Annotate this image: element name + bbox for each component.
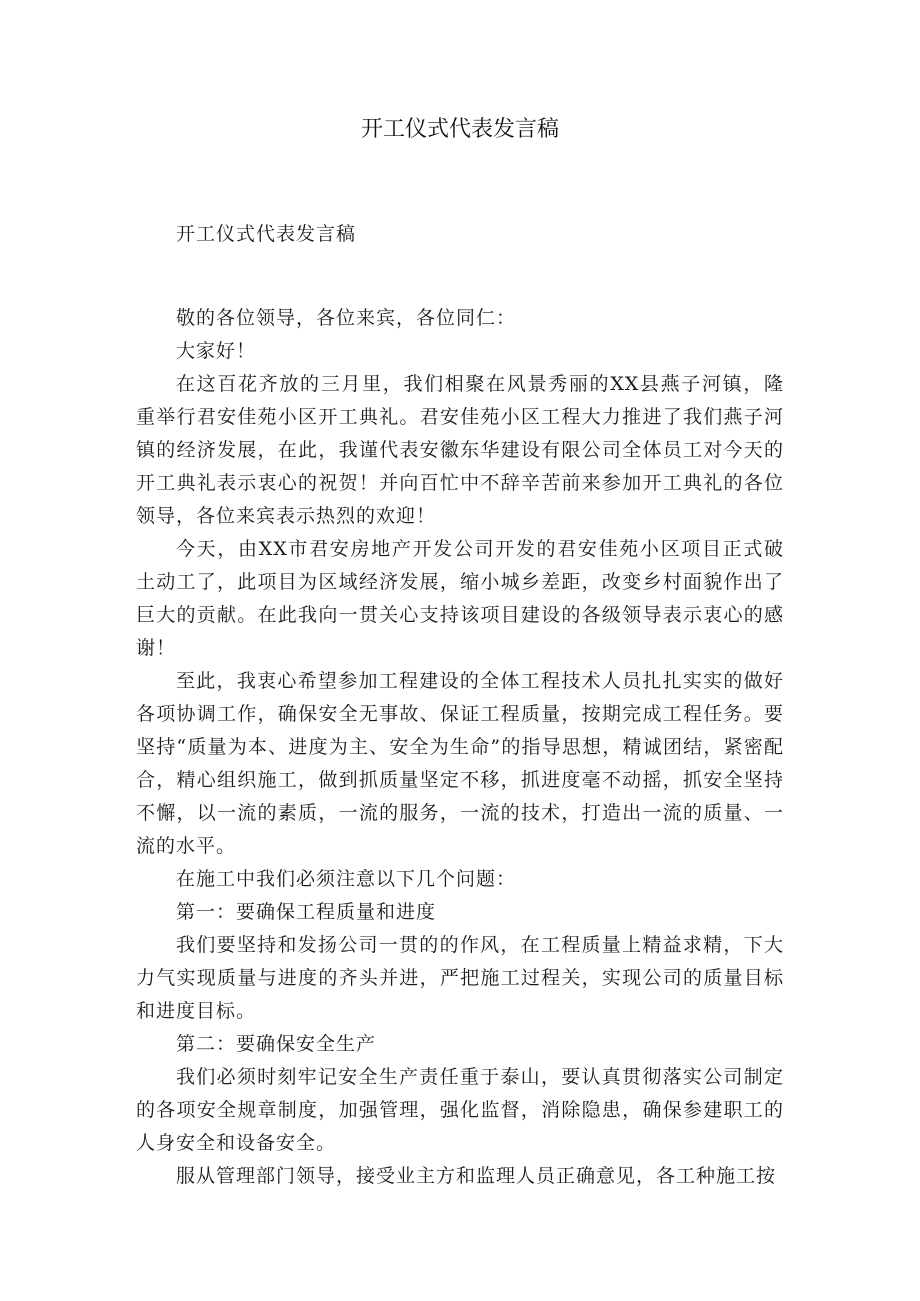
- paragraph-management: 服从管理部门领导，接受业主方和监理人员正确意见，各工种施工按: [176, 1165, 777, 1187]
- paragraph-safety: 我们必须时刻牢记安全生产责任重于泰山，要认真贯彻落实公司制定的各项安全规章制度，加强管理，强化监督，消除隐患，确保参建职工的人身安全和设备安全。: [136, 1066, 784, 1154]
- heading-first-point: 第一：要确保工程质量和进度: [176, 901, 437, 923]
- document-subtitle: 开工仪式代表发言稿: [176, 223, 357, 245]
- paragraph-expectations: 至此，我衷心希望参加工程建设的全体工程技术人员扎扎实实的做好各项协调工作，确保安全无事故、保证工程质量，按期完成工程任务。要坚持“质量为本、进度为主、安全为生命”的指导思想，精诚团结，紧密配合，精心组织施工，做到抓质量坚定不移，抓进度毫不动摇，抓安全坚持不懈，以一流的素质，一流的服务，一流的技术，打造出一流的质量、一流的水平。: [136, 670, 784, 857]
- paragraph-opening: 在这百花齐放的三月里，我们相聚在风景秀丽的XX县燕子河镇，隆重举行君安佳苑小区开工典礼。君安佳苑小区工程大力推进了我们燕子河镇的经济发展，在此，我谨代表安徽东华建设有限公司全体员工对今天的开工典礼表示衷心的祝贺！并向百忙中不辞辛苦前来参加开工典礼的各位领导，各位来宾表示热烈的欢迎！: [136, 373, 784, 527]
- paragraph-project: 今天，由XX市君安房地产开发公司开发的君安佳苑小区项目正式破土动工了，此项目为区域经济发展，缩小城乡差距，改变乡村面貌作出了巨大的贡献。在此我向一贯关心支持该项目建设的各级领导表示衷心的感谢！: [136, 538, 784, 659]
- salutation: 敬的各位领导，各位来宾，各位同仁：: [176, 307, 517, 329]
- paragraph-quality: 我们要坚持和发扬公司一贯的的作风，在工程质量上精益求精，下大力气实现质量与进度的齐头并进，严把施工过程关，实现公司的质量目标和进度目标。: [136, 934, 784, 1022]
- paragraph-issues-intro: 在施工中我们必须注意以下几个问题：: [176, 868, 517, 890]
- greeting: 大家好！: [176, 340, 257, 362]
- document-body: [136, 218, 784, 1193]
- heading-second-point: 第二：要确保安全生产: [176, 1033, 377, 1055]
- document-title: 开工仪式代表发言稿: [360, 117, 559, 142]
